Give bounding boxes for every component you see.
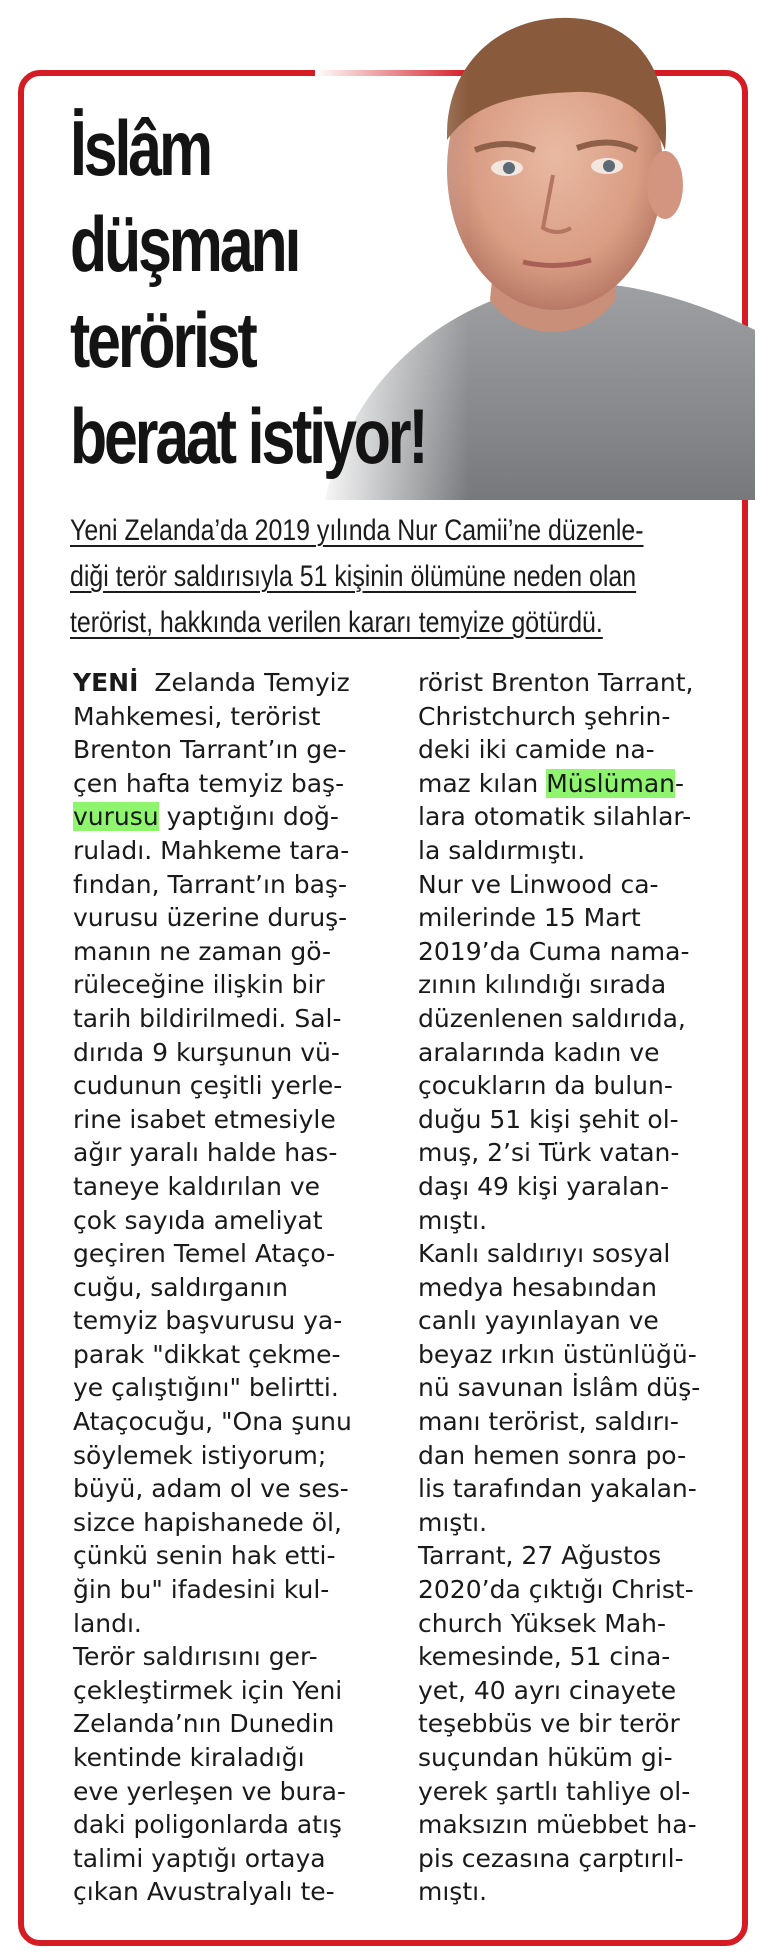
body-line: muş, 2’si Türk vatan- (418, 1138, 680, 1168)
body-line: Nur ve Linwood ca- (418, 869, 659, 899)
body-line: maz kılan Müslüman- (418, 768, 685, 798)
body-line: fından, Tarrant’ın baş- (73, 869, 347, 899)
body-line: YENİ Zelanda Temyiz (73, 668, 350, 697)
body-line: ağır yaralı halde has- (73, 1138, 338, 1168)
body-line: zının kılındığı sırada (418, 970, 667, 1000)
body-line: duğu 51 kişi şehit ol- (418, 1104, 679, 1134)
body-line: Kanlı saldırıyı sosyal (418, 1239, 671, 1269)
body-line: pis cezasına çarptırıl- (418, 1843, 684, 1873)
body-line: kemesinde, 51 cina- (418, 1642, 671, 1672)
body-line: beyaz ırkın üstünlüğü- (418, 1339, 697, 1369)
body-line: nü savunan İslâm düş- (418, 1373, 701, 1403)
body-line: aralarında kadın ve (418, 1037, 660, 1067)
body-line: yerek şartlı tahliye ol- (418, 1776, 691, 1806)
body-line: geçiren Temel Ataço- (73, 1239, 336, 1269)
body-line: Christchurch şehrin- (418, 701, 671, 731)
body-line: ruladı. Mahkeme tara- (73, 835, 350, 865)
body-line: Brenton Tarrant’ın ge- (73, 735, 347, 765)
headline-line: terörist (70, 296, 255, 384)
article-column-2 (418, 666, 728, 1909)
lead-line: diği terör saldırısıyla 51 kişinin ölümüne neden olan (70, 560, 637, 593)
body-line: kentinde kiraladığı (73, 1743, 305, 1772)
body-line: Mahkemesi, terörist (73, 701, 321, 731)
body-line: cuğu, saldırganın (73, 1272, 288, 1302)
body-line: milerinde 15 Mart (418, 903, 641, 933)
body-line: manı terörist, saldırı- (418, 1407, 679, 1437)
body-line: suçundan hüküm gi- (418, 1743, 673, 1772)
body-line: vurusu yaptığını doğ- (73, 802, 339, 832)
body-line: lis tarafından yakalan- (418, 1474, 697, 1504)
body-line: 2019’da Cuma nama- (418, 936, 690, 966)
body-line: daki poligonlarda atış (73, 1810, 342, 1840)
body-line: maksızın müebbet ha- (418, 1810, 697, 1840)
body-line: deki iki camide na- (418, 735, 655, 765)
body-line: çok sayıda ameliyat (73, 1205, 323, 1235)
lead-paragraph (70, 508, 720, 646)
body-line: la saldırmıştı. (418, 835, 586, 865)
body-line: mıştı. (418, 1507, 488, 1537)
body-line: çen hafta temyiz baş- (73, 768, 345, 798)
body-line: daşı 49 kişi yaralan- (418, 1171, 670, 1201)
body-line: sizce hapishanede öl, (73, 1507, 342, 1537)
body-line: eve yerleşen ve bura- (73, 1776, 346, 1806)
body-line: cudunun çeşitli yerle- (73, 1071, 343, 1101)
body-line: çocukların da bulun- (418, 1071, 673, 1101)
body-line: tarih bildirilmedi. Sal- (73, 1003, 342, 1033)
body-line: taneye kaldırılan ve (73, 1171, 321, 1201)
body-line: rine isabet etmesiyle (73, 1104, 336, 1134)
headline (70, 100, 426, 484)
body-line: parak "dikkat çekme- (73, 1339, 341, 1369)
body-line: çıkan Avustralyalı te- (73, 1877, 335, 1907)
body-line: çünkü senin hak etti- (73, 1541, 336, 1571)
body-line: rörist Brenton Tarrant, (418, 668, 694, 697)
body-line: Terör saldırısını ger- (73, 1642, 318, 1672)
body-line: canlı yayınlayan ve (418, 1306, 659, 1336)
body-line: vurusu üzerine duruş- (73, 903, 348, 933)
body-line: 2020’da çıktığı Christ- (418, 1575, 694, 1605)
body-line: talimi yaptığı ortaya (73, 1843, 326, 1873)
headline-line: düşmanı (70, 200, 299, 288)
body-line: ye çalıştığını" belirtti. (73, 1373, 339, 1403)
body-line: dan hemen sonra po- (418, 1440, 687, 1470)
body-line: temyiz başvurusu ya- (73, 1306, 343, 1336)
body-line: Tarrant, 27 Ağustos (418, 1541, 662, 1571)
body-line: ğin bu" ifadesini kul- (73, 1575, 330, 1605)
body-line: Ataçocuğu, "Ona şunu (73, 1407, 352, 1437)
body-line: çekleştirmek için Yeni (73, 1675, 343, 1705)
body-line: manın ne zaman gö- (73, 936, 331, 966)
headline-line: İslâm (70, 104, 210, 192)
body-line: church Yüksek Mah- (418, 1608, 667, 1638)
headline-line: beraat istiyor! (70, 392, 426, 480)
highlighted-word: Müslüman (546, 768, 675, 798)
body-line: mıştı. (418, 1205, 488, 1235)
body-line: rüleceğine ilişkin bir (73, 970, 325, 1000)
lead-line: terörist, hakkında verilen kararı temyize götürdü. (70, 606, 603, 639)
body-line: medya hesabından (418, 1272, 657, 1302)
body-line: söylemek istiyorum; (73, 1440, 327, 1470)
body-line: landı. (73, 1608, 142, 1638)
body-line: yet, 40 ayrı cinayete (418, 1675, 677, 1705)
body-line: Zelanda’nın Dunedin (73, 1709, 335, 1739)
body-line: büyü, adam ol ve ses- (73, 1474, 349, 1504)
body-line: lara otomatik silahlar- (418, 802, 692, 832)
article-column-1 (73, 666, 363, 1909)
lead-line: Yeni Zelanda’da 2019 yılında Nur Camii’ne düzenle- (70, 514, 644, 547)
highlighted-word: vurusu (73, 802, 159, 832)
body-line: mıştı. (418, 1877, 488, 1907)
body-line: düzenlenen saldırıda, (418, 1003, 686, 1033)
body-line: dırıda 9 kurşunun vü- (73, 1037, 340, 1067)
body-line: teşebbüs ve bir terör (418, 1709, 680, 1739)
kicker: YENİ (73, 668, 139, 697)
